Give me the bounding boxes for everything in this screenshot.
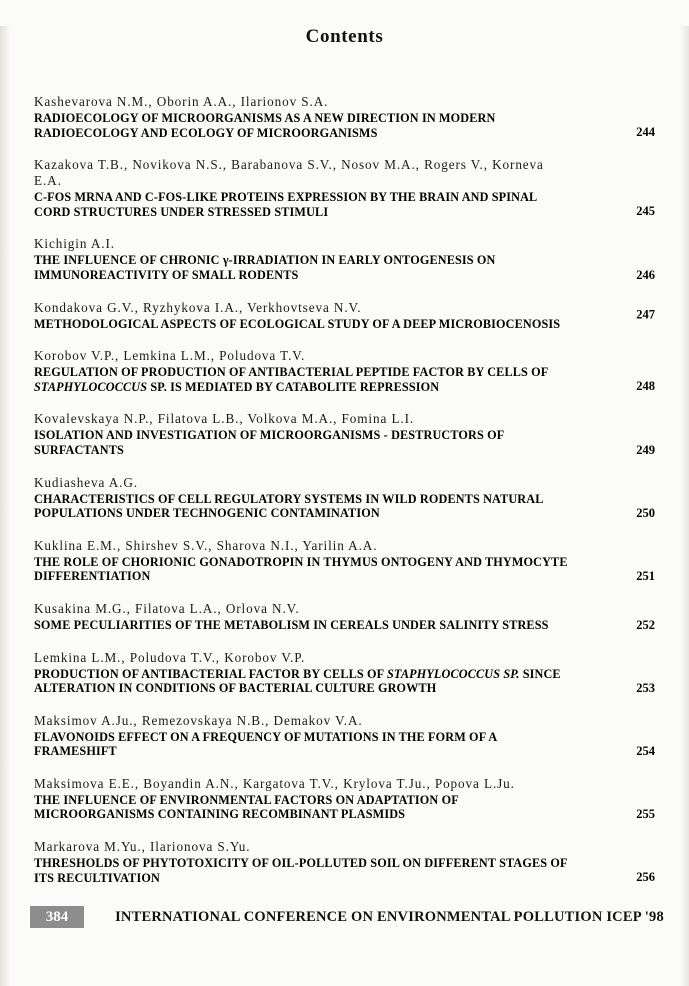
toc-entry-authors: Kazakova T.B., Novikova N.S., Barabanova S.V., Nosov M.A., Rogers V., Korneva E.A. xyxy=(34,157,544,189)
toc-entry-page: 246 xyxy=(636,267,655,282)
toc-entry xyxy=(34,300,655,332)
toc-entry-page: 244 xyxy=(636,125,655,140)
toc-entry-authors: Kusakina M.G., Filatova L.A., Orlova N.V. xyxy=(34,600,300,616)
toc-entry xyxy=(34,776,655,822)
toc-entry-title: REGULATION OF PRODUCTION OF ANTIBACTERIAL PEPTIDE FACTOR BY CELLS OF STAPHYLOCOCCUS SP. IS MEDIATED BY CATABOLITE REPRESSION xyxy=(34,365,548,394)
toc-entry-page: 253 xyxy=(636,680,655,695)
toc-entry-authors: Kuklina E.M., Shirshev S.V., Sharova N.I., Yarilin A.A. xyxy=(34,537,378,553)
toc-entry-authors: Markarova M.Yu., Ilarionova S.Yu. xyxy=(34,839,251,855)
toc-entry-authors: Kichigin A.I. xyxy=(34,236,115,252)
toc-entry-title: THE INFLUENCE OF CHRONIC γ-IRRADIATION IN EARLY ONTOGENESIS ON IMMUNOREACTIVITY OF SMALL RODENTS xyxy=(34,253,496,282)
toc-entry-authors: Korobov V.P., Lemkina L.M., Poludova T.V. xyxy=(34,348,306,364)
toc-entry-page: 247 xyxy=(636,307,655,322)
toc-entry-title: SOME PECULIARITIES OF THE METABOLISM IN CEREALS UNDER SALINITY STRESS xyxy=(34,617,549,632)
toc-entry-page: 255 xyxy=(636,807,655,822)
toc-entry-title: CHARACTERISTICS OF CELL REGULATORY SYSTEMS IN WILD RODENTS NATURAL POPULATIONS UNDER TECHNOGENIC CONTAMINATION xyxy=(34,491,543,521)
page-footer xyxy=(0,906,689,928)
toc-entry-authors: Kondakova G.V., Ryzhykova I.A., Verkhovtseva N.V. xyxy=(34,299,362,315)
toc-entry xyxy=(34,839,655,885)
document-page xyxy=(0,26,689,986)
toc-entry-authors: Maksimov A.Ju., Remezovskaya N.B., Demakov V.A. xyxy=(34,712,363,728)
toc-entry-page: 245 xyxy=(636,204,655,219)
toc-entry-page: 256 xyxy=(636,870,655,885)
toc-entry-title: THE INFLUENCE OF ENVIRONMENTAL FACTORS ON ADAPTATION OF MICROORGANISMS CONTAINING RECOMBINANT PLASMIDS xyxy=(34,792,459,822)
toc-entry-page: 252 xyxy=(636,617,655,632)
toc-entry xyxy=(34,713,655,759)
toc-entry xyxy=(34,94,655,140)
toc-entry-title: THRESHOLDS OF PHYTOTOXICITY OF OIL-POLLUTED SOIL ON DIFFERENT STAGES OF ITS RECULTIVATION xyxy=(34,856,568,885)
page-edge-shadow-right xyxy=(679,26,689,986)
toc-entry-title: ISOLATION AND INVESTIGATION OF MICROORGANISMS - DESTRUCTORS OF SURFACTANTS xyxy=(34,428,504,457)
toc-entry-authors: Lemkina L.M., Poludova T.V., Korobov V.P. xyxy=(34,649,306,665)
toc-entry-title: THE ROLE OF CHORIONIC GONADOTROPIN IN THYMUS ONTOGENY AND THYMOCYTE DIFFERENTIATION xyxy=(34,554,568,584)
toc-entry-page: 254 xyxy=(636,743,655,758)
toc-entry-page: 250 xyxy=(636,505,655,520)
toc-entry-title: PRODUCTION OF ANTIBACTERIAL FACTOR BY CELLS OF STAPHYLOCOCCUS SP. SINCE ALTERATION IN CONDITIONS OF BACTERIAL CULTURE GROWTH xyxy=(34,666,561,696)
page-title: Contents xyxy=(305,26,384,47)
page-edge-shadow-left xyxy=(0,26,10,986)
table-of-contents xyxy=(34,94,655,885)
toc-entry xyxy=(34,348,655,394)
toc-entry-authors: Kashevarova N.M., Oborin A.A., Ilarionov S.A. xyxy=(34,94,329,109)
toc-entry xyxy=(34,236,655,282)
toc-entry-title: C-FOS MRNA AND C-FOS-LIKE PROTEINS EXPRESSION BY THE BRAIN AND SPINAL CORD STRUCTURES UNDER STRESSED STIMULI xyxy=(34,190,537,219)
toc-entry-authors: Kudiasheva A.G. xyxy=(34,474,138,490)
toc-entry-page: 249 xyxy=(636,442,655,457)
footer-running-title: INTERNATIONAL CONFERENCE ON ENVIRONMENTAL POLLUTION ICEP '98 xyxy=(115,909,664,925)
toc-entry xyxy=(34,538,655,584)
toc-entry-page: 248 xyxy=(636,379,655,394)
toc-entry-title: METHODOLOGICAL ASPECTS OF ECOLOGICAL STUDY OF A DEEP MICROBIOCENOSIS xyxy=(34,316,561,331)
toc-entry-title: FLAVONOIDS EFFECT ON A FREQUENCY OF MUTATIONS IN THE FORM OF A FRAMESHIFT xyxy=(34,729,497,759)
toc-entry xyxy=(34,411,655,457)
toc-entry xyxy=(34,650,655,696)
toc-entry-title: RADIOECOLOGY OF MICROORGANISMS AS A NEW DIRECTION IN MODERN RADIOECOLOGY AND ECOLOGY OF MICROORGANISMS xyxy=(34,111,496,140)
footer-page-number: 384 xyxy=(45,909,69,925)
toc-entry xyxy=(34,157,655,219)
toc-entry-authors: Kovalevskaya N.P., Filatova L.B., Volkova M.A., Fomina L.I. xyxy=(34,411,415,427)
toc-entry-authors: Maksimova E.E., Boyandin A.N., Kargatova T.V., Krylova T.Ju., Popova L.Ju. xyxy=(34,775,515,791)
toc-entry xyxy=(34,601,655,633)
toc-entry-page: 251 xyxy=(636,568,655,583)
toc-entry xyxy=(34,475,655,521)
